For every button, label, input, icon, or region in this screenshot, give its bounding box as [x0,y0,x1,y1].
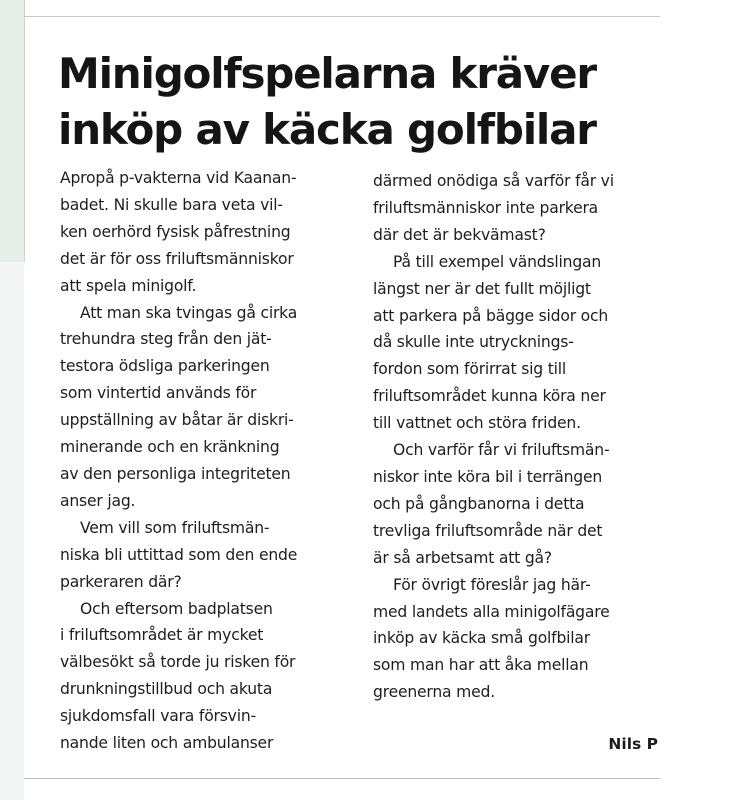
text-line: Vem vill som friluftsmän- [80,518,270,537]
text-line: av den personliga integriteten [60,464,291,483]
text-line: ken oerhörd fysisk påfrestning [60,222,291,241]
text-line: längst ner är det fullt möjligt [373,279,591,298]
text-line: Att man ska tvingas gå cirka [80,303,298,322]
text-line: greenerna med. [373,683,496,702]
text-line: välbesökt så torde ju risken för [60,653,296,672]
headline-line: inköp av käcka golfbilar [58,105,596,154]
text-line: då skulle inte utrycknings- [373,333,574,352]
text-line: På till exempel vändslingan [393,252,602,271]
text-line: anser jag. [60,491,136,510]
text-line: som vintertid används för [60,384,257,403]
text-line: uppställning av båtar är diskri- [60,411,294,430]
text-line: Och varför får vi friluftsmän- [393,441,610,460]
author-signature: Nils P [608,735,658,753]
text-line: sjukdomsfall vara försvin- [60,707,256,726]
text-line: niska bli uttittad som den ende [60,545,298,564]
headline-line: Minigolfspelarna kräver [58,49,596,98]
text-line: som man har att åka mellan [373,656,589,675]
left-margin-strip-lower [0,262,24,800]
text-line: att spela minigolf. [60,276,197,295]
text-line: drunkningstillbud och akuta [60,680,273,699]
text-line: där det är bekvämast? [373,225,546,244]
text-line: friluftsområdet kunna köra ner [373,387,606,406]
text-line: parkeraren där? [60,572,182,591]
text-line: fordon som förirrat sig till [373,360,567,379]
left-margin-strip [0,0,25,262]
text-line: Och eftersom badplatsen [80,599,273,618]
text-line: att parkera på bägge sidor och [373,306,609,325]
text-line: med landets alla minigolfägare [373,602,610,621]
text-line: i friluftsområdet är mycket [60,626,264,645]
text-line: och på gångbanorna i detta [373,494,585,513]
article-headline [58,46,658,158]
article-column-right [373,168,658,706]
text-line: minerande och en kränkning [60,438,280,457]
text-line: är så arbetsamt att gå? [373,548,552,567]
bottom-divider [24,778,660,779]
text-line: niskor inte köra bil i terrängen [373,467,603,486]
text-line: friluftsmänniskor inte parkera [373,198,599,217]
text-line: trehundra steg från den jät- [60,330,272,349]
text-line: Apropå p-vakterna vid Kaanan- [60,169,297,187]
top-divider [24,16,660,17]
text-line: nande liten och ambulanser [60,734,274,753]
text-line: testora ödsliga parkeringen [60,357,270,376]
text-line: det är för oss friluftsmänniskor [60,249,294,268]
text-line: inköp av käcka små golfbilar [373,629,590,648]
text-line: För övrigt föreslår jag här- [393,575,591,594]
text-line: badet. Ni skulle bara veta vil- [60,195,283,214]
article-column-left [60,165,360,757]
text-line: därmed onödiga så varför får vi [373,172,614,190]
text-line: till vattnet och störa friden. [373,414,581,433]
text-line: trevliga friluftsområde när det [373,521,603,540]
